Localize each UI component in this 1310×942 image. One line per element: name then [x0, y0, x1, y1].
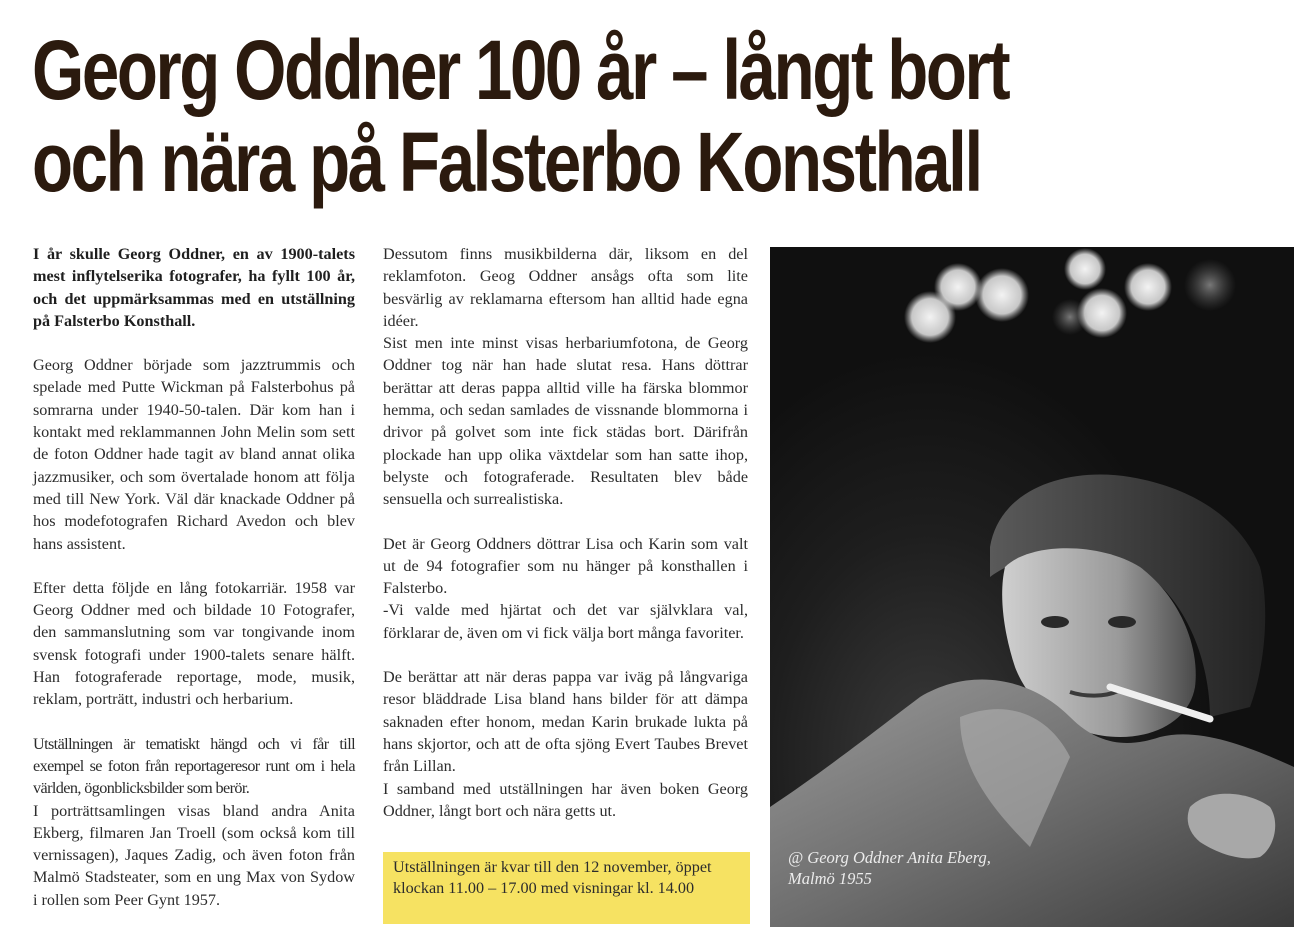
- article-column-2: [383, 243, 748, 822]
- headline-line-2: och nära på Falsterbo Konsthall: [32, 115, 981, 209]
- body-paragraph: Efter detta följde en lång fotokarriär. 1958 var Georg Oddner med och bildade 10 Fotografer, den sammanslutning som var tongivande inom svensk fotografi under 1900-talets senare hälft. Han fotograferade reportage, mode, musik, reklam, porträtt, industri och herbarium.: [33, 578, 355, 709]
- body-paragraph: I porträttsamlingen visas bland andra Anita Ekberg, filmaren Jan Troell (som också kom till vernissagen), Jaques Zadig, och även foton från Malmö Stadsteater, som en ung Max von Sydow i rollen som Peer Gynt 1957.: [33, 801, 355, 909]
- body-paragraph: Georg Oddner började som jazztrummis och spelade med Putte Wickman på Falsterbohus på somrarna under 1940-50-talen. Där kom han i kontakt med reklammannen John Melin som sett de foton Oddner hade tagit av bland annat olika jazzmusiker, och som övertalade honom att följa med till New York. Väl där knackade Oddner på hos modefotografen Richard Avedon och blev hans assistent.: [33, 356, 355, 553]
- bokeh-light: [934, 263, 982, 311]
- lead-paragraph: I år skulle Georg Oddner, en av 1900-talets mest inflytelserika fotografer, ha fyllt 100 år, och det uppmärksammas med en utställning på Falsterbo Konsthall.: [33, 245, 355, 330]
- body-paragraph: Dessutom finns musikbilderna där, liksom en del reklamfoton. Geog Oddner ansågs ofta som lite besvärlig av reklamarna eftersom han alltid hade egna idéer.: [383, 245, 748, 330]
- exhibition-info-box: [383, 852, 750, 924]
- body-paragraph: I samband med utställningen har även boken Georg Oddner, långt bort och nära getts ut.: [383, 779, 748, 820]
- portrait-photo: [770, 247, 1294, 927]
- headline-line-1: Georg Oddner 100 år – långt bort: [32, 23, 1009, 117]
- body-paragraph: Sist men inte minst visas herbariumfotona, de Georg Oddner tog när han hade slutat resa. Hans döttrar berättar att deras pappa alltid ville ha färska blommor hemma, och sedan samlades de vissnande blommorna i drivor på golvet som inte fick städas bort. Därifrån plockade han upp olika växtdelar som han satte ihop, belyste och fotograferade. Resultaten blev både sensuella och surrealistiska.: [383, 334, 748, 509]
- bokeh-light: [1184, 259, 1236, 311]
- portrait-illustration: [770, 247, 1294, 927]
- bokeh-light: [1064, 248, 1106, 290]
- bokeh-light: [1052, 299, 1088, 335]
- photo-caption: [788, 847, 991, 889]
- exhibition-info-text: Utställningen är kvar till den 12 november, öppet klockan 11.00 – 17.00 med visningar kl. 14.00: [393, 858, 712, 897]
- bokeh-light: [1124, 263, 1172, 311]
- article-headline: [32, 24, 1040, 208]
- bokeh-light: [975, 268, 1029, 322]
- caption-line-2: Malmö 1955: [788, 869, 872, 888]
- body-paragraph: Utställningen är tematiskt hängd och vi får till exempel se foton från reportageresor runt om i hela världen, ögonblicksbilder som berör.: [33, 734, 355, 798]
- eye: [1108, 616, 1136, 628]
- body-paragraph: Det är Georg Oddners döttrar Lisa och Karin som valt ut de 94 fotografier som nu hänger på konsthallen i Falsterbo.: [383, 534, 748, 598]
- body-paragraph: -Vi valde med hjärtat och det var självklara val, förklarar de, även om vi fick välja bort många favoriter.: [383, 601, 748, 642]
- article-column-1: [33, 243, 355, 911]
- body-paragraph: De berättar att när deras pappa var iväg på långvariga resor bläddrade Lisa bland hans bilder för att dämpa saknaden efter honom, medan Karin brukade lukta på hans skjortor, och att de ofta sjöng Evert Taubes Brevet från Lillan.: [383, 668, 748, 776]
- caption-line-1: @ Georg Oddner Anita Eberg,: [788, 848, 991, 867]
- eye: [1041, 616, 1069, 628]
